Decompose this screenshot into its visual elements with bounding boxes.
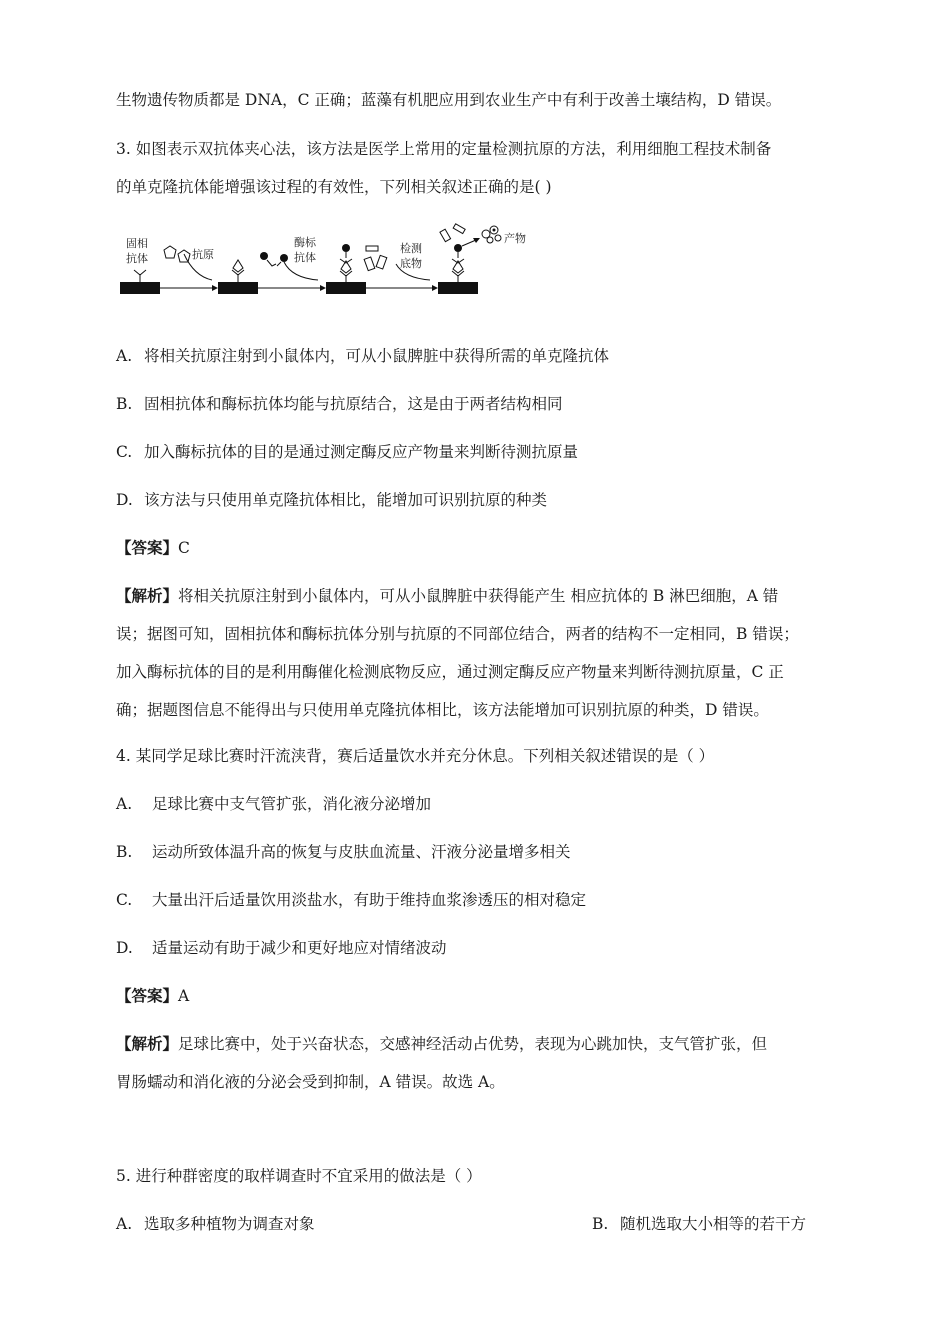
option-label: A.	[116, 1215, 133, 1233]
q4-option-c	[116, 890, 586, 910]
explanation-tag: 【解析】	[116, 586, 179, 605]
solid-phase-2	[218, 282, 258, 294]
option-label: D.	[116, 491, 133, 509]
option-label: C.	[116, 443, 133, 461]
q4-stem: 4. 某同学足球比赛时汗流浃背，赛后适量饮水并充分休息。下列相关叙述错误的是（ ）	[116, 747, 715, 765]
explanation-tag: 【解析】	[116, 1034, 179, 1053]
option-label: B.	[116, 843, 133, 861]
solid-phase-3	[326, 282, 366, 294]
label-enzyme-antibody-2: 抗体	[294, 251, 316, 264]
answer-value: A	[178, 987, 190, 1005]
q4-explanation-line-2: 胃肠蠕动和消化液的分泌会受到抑制，A 错误。故选 A。	[116, 1073, 505, 1091]
double-antibody-sandwich-diagram	[114, 218, 534, 300]
q4-answer	[116, 986, 189, 1006]
substrate-icon	[364, 246, 387, 271]
sandwich-complex-icon	[340, 244, 352, 282]
option-label: A.	[116, 795, 133, 813]
option-text: 运动所致体温升高的恢复与皮肤血流量、汗液分泌量增多相关	[152, 843, 571, 861]
q3-stem-line-1: 3. 如图表示双抗体夹心法，该方法是医学上常用的定量检测抗原的方法，利用细胞工程技术制备	[116, 140, 772, 158]
q3-option-c	[116, 442, 578, 462]
q3-stem-line-2: 的单克隆抗体能增强该过程的有效性，下列相关叙述正确的是( )	[116, 178, 552, 196]
q4-explanation-line-1	[116, 1034, 767, 1054]
option-label: D.	[116, 939, 133, 957]
option-text: 该方法与只使用单克隆抗体相比，能增加可识别抗原的种类	[144, 491, 548, 509]
label-product: 产物	[504, 232, 526, 245]
option-text: 大量出汗后适量饮用淡盐水，有助于维持血浆渗透压的相对稳定	[152, 891, 587, 909]
option-label: C.	[116, 891, 133, 909]
answer-value: C	[178, 539, 190, 557]
option-text: 选取多种植物为调查对象	[144, 1215, 315, 1233]
option-label: B.	[592, 1215, 609, 1233]
q3-option-a	[116, 346, 609, 366]
label-antigen: 抗原	[192, 248, 214, 261]
antigen-icon	[164, 246, 190, 262]
q5-stem: 5. 进行种群密度的取样调查时不宜采用的做法是（ ）	[116, 1167, 482, 1185]
enzyme-antibody-icon	[260, 252, 288, 266]
q3-option-d	[116, 490, 547, 510]
detection-complex-icon	[440, 224, 480, 282]
option-text: 随机选取大小相等的若干方	[620, 1215, 807, 1233]
q4-option-a	[116, 794, 431, 814]
q4-option-b	[116, 842, 571, 862]
option-label: B.	[116, 395, 133, 413]
option-text: 加入酶标抗体的目的是通过测定酶反应产物量来判断待测抗原量	[144, 443, 579, 461]
option-text: 足球比赛中支气管扩张，消化液分泌增加	[152, 795, 432, 813]
q3-option-b	[116, 394, 563, 414]
q3-answer	[116, 538, 190, 558]
q5-option-a	[116, 1214, 315, 1234]
solid-antibody-icon	[134, 270, 146, 282]
answer-tag: 【答案】	[116, 538, 179, 557]
label-solid-antibody-2: 抗体	[126, 252, 148, 265]
option-text: 适量运动有助于减少和更好地应对情绪波动	[152, 939, 447, 957]
option-text: 固相抗体和酶标抗体均能与抗原结合，这是由于两者结构相同	[144, 395, 563, 413]
q4-option-d	[116, 938, 447, 958]
label-enzyme-antibody-1: 酶标	[294, 236, 316, 249]
q3-explanation-line-3: 加入酶标抗体的目的是利用酶催化检测底物反应，通过测定酶反应产物量来判断待测抗原量，C 正	[116, 663, 784, 681]
solid-phase-4	[438, 282, 478, 294]
option-label: A.	[116, 347, 133, 365]
q3-explanation-line-4: 确；据题图信息不能得出与只使用单克隆抗体相比，该方法能增加可识别抗原的种类，D 错误。	[116, 701, 769, 719]
product-icon	[482, 226, 501, 243]
explanation-text: 足球比赛中，处于兴奋状态，交感神经活动占优势，表现为心跳加快，支气管扩张，但	[178, 1035, 768, 1053]
previous-answer-tail: 生物遗传物质都是 DNA，C 正确；蓝藻有机肥应用到农业生产中有利于改善土壤结构，D 错误。	[116, 91, 782, 109]
q5-option-b	[592, 1214, 806, 1234]
solid-phase-1	[120, 282, 160, 294]
label-substrate-2: 底物	[400, 257, 422, 270]
q3-explanation-line-1	[116, 586, 778, 606]
explanation-text: 将相关抗原注射到小鼠体内，可从小鼠脾脏中获得能产生 相应抗体的 B 淋巴细胞，A 错	[178, 587, 779, 605]
bound-antigen-icon	[232, 260, 244, 282]
option-text: 将相关抗原注射到小鼠体内，可从小鼠脾脏中获得所需的单克隆抗体	[144, 347, 610, 365]
label-solid-antibody-1: 固相	[126, 237, 148, 250]
q3-explanation-line-2: 误；据图可知，固相抗体和酶标抗体分别与抗原的不同部位结合，两者的结构不一定相同，B 错误；	[116, 625, 799, 643]
label-substrate-1: 检测	[400, 242, 422, 255]
answer-tag: 【答案】	[116, 986, 179, 1005]
